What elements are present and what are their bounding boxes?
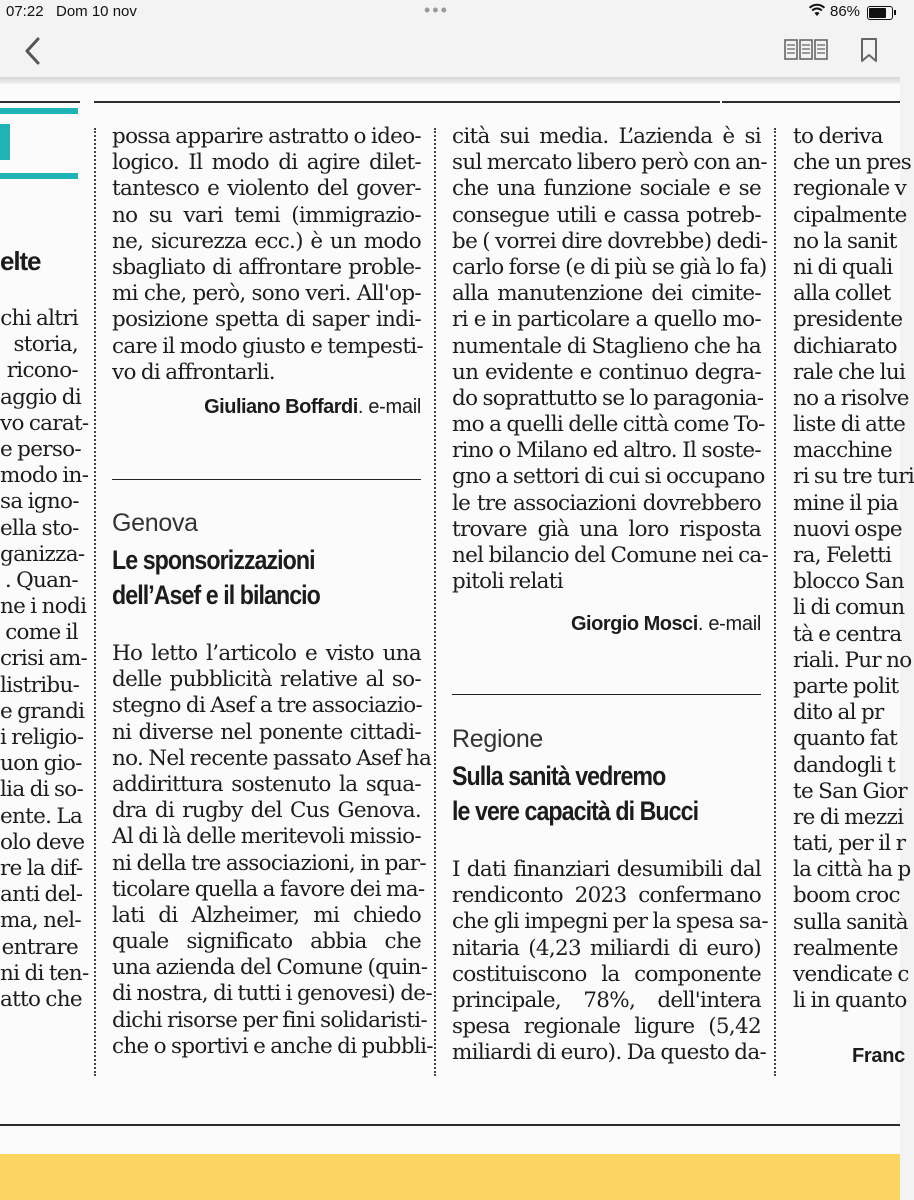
teal-box-letter xyxy=(0,124,10,160)
column-divider-1 xyxy=(94,128,96,1076)
top-rule-middle xyxy=(94,101,720,103)
battery-icon xyxy=(867,6,893,20)
article-separator-1 xyxy=(112,479,421,480)
top-rule-right xyxy=(722,101,900,103)
article-asef-body: Ho letto l’articolo e visto una delle pubblicità relative al so- stegno di Asef a tre associazio- ni diverse nel ponente cittadi- no. Nel recente passato Asef ha addirittura sostenuto la squa- dra di rugby del Cus Genova. Al di là delle meritevoli missio- ni della tre associazioni, in par- ticolare quella a favore dei ma- lati di Alzheimer, mi chiedo quale significato abbia che una azienda del Comune (quin- di nostra, di tutti i genovesi) de- dichi risorse per fini solidaristi- che o sportivi e anche di pubbli- xyxy=(112,641,433,1059)
signature-boffardi: Giuliano Boffardi. e-mail xyxy=(204,396,421,418)
column-2-top-text: cità sui media. L’azienda è si sul mercato libero però con an- che una funzione sociale e se consegue utili e cassa potreb- be ( vorrei dire dovrebbe) dedi- carlo forse (e di più se già lo fa) alla manutenzione dei cimite- ri e in particolare a quello mo- numentale di Staglieno che ha un evidente e continuo degra- do soprattutto se lo paragonia- mo a quelli delle città come To- rino o Milano ed altro. Il soste- gno a settori di cui si occupano le tre associazioni dovrebbero trovare già una loro risposta nel bilancio del Comune nei ca- pitoli relati xyxy=(452,124,769,595)
left-headline-fragment: elte xyxy=(0,246,41,276)
status-date: Dom 10 nov xyxy=(56,3,137,20)
article-separator-2 xyxy=(452,694,761,695)
top-rule-left xyxy=(0,101,80,103)
wifi-icon xyxy=(808,3,826,17)
page-bottom-rule xyxy=(0,1124,900,1126)
left-column-body: chi altri storia, ricono- aggio di vo carat- e perso- modo in- sa igno- ella sto- ganizza- . Quan- ne i nodi come il crisi am- listribu- e grandi i religio- uon gio- lia di so- ente. La olo deve re la dif- anti del- ma, nel- entrare ni di ten- atto che xyxy=(0,306,89,1012)
status-time: 07:22 xyxy=(6,3,44,20)
signature-mosci: Giorgio Mosci. e-mail xyxy=(570,613,761,635)
pages-view-icon[interactable] xyxy=(784,38,830,62)
kicker-regione: Regione xyxy=(452,725,544,753)
bookmark-icon[interactable] xyxy=(858,36,880,64)
headline-sanita: Sulla sanità vedremo le vere capacità di Bucci xyxy=(452,761,699,826)
newspaper-page[interactable] xyxy=(0,84,914,1154)
reader-toolbar xyxy=(0,26,900,78)
toolbar-shadow xyxy=(0,77,900,83)
multitasking-dots-icon[interactable]: ••• xyxy=(424,0,449,20)
teal-frame-bottom xyxy=(0,173,78,179)
teal-frame-top xyxy=(0,108,78,114)
column-divider-3 xyxy=(774,128,776,1076)
article-sanita-body: I dati finanziari desumibili dal rendiconto 2023 confermano che gli impegni per la spesa sa- nitaria (4,23 miliardi di euro) costituiscono la componente principale, 78%, dell'intera spesa regionale ligure (5,42 miliardi di euro). Da questo da- xyxy=(452,857,768,1066)
column-1-top-text: possa apparire astratto o ideo- logico. Il modo di agire dilet- tantesco e violento del gover- no su vari temi (immigrazio- ne, sicurezza ecc.) è un modo sbagliato di affrontare proble- mi che, però, sono veri. All'op- posizione spetta di saper indi- care il modo giusto e tempesti- vo di affrontarli. xyxy=(112,124,424,385)
chevron-left-icon[interactable] xyxy=(18,34,48,68)
column-divider-2 xyxy=(434,128,436,1076)
right-column-body: to deriva che un pres regionale v cipalmente no la sanit ni di quali alla collet presidente dichiarato rale che lui no a risolve liste di atte macchine ri su tre turi mine il pia nuovi ospe ra, Feletti blocco San li di comun tà e centra riali. Pur no parte polit dito al pr quanto fat dandogli t te San Gior re di mezzi tati, per il r la città ha p boom croc sulla sanità realmente vendicate c li in quanto xyxy=(793,124,914,1014)
battery-percent: 86% xyxy=(830,3,861,20)
status-bar xyxy=(0,0,900,26)
kicker-genova: Genova xyxy=(112,509,198,537)
battery-tip xyxy=(894,10,896,15)
bottom-yellow-banner xyxy=(0,1154,900,1200)
headline-asef: Le sponsorizzazioni dell’Asef e il bilancio xyxy=(112,545,320,610)
right-signature-fragment: Franc xyxy=(852,1045,905,1067)
